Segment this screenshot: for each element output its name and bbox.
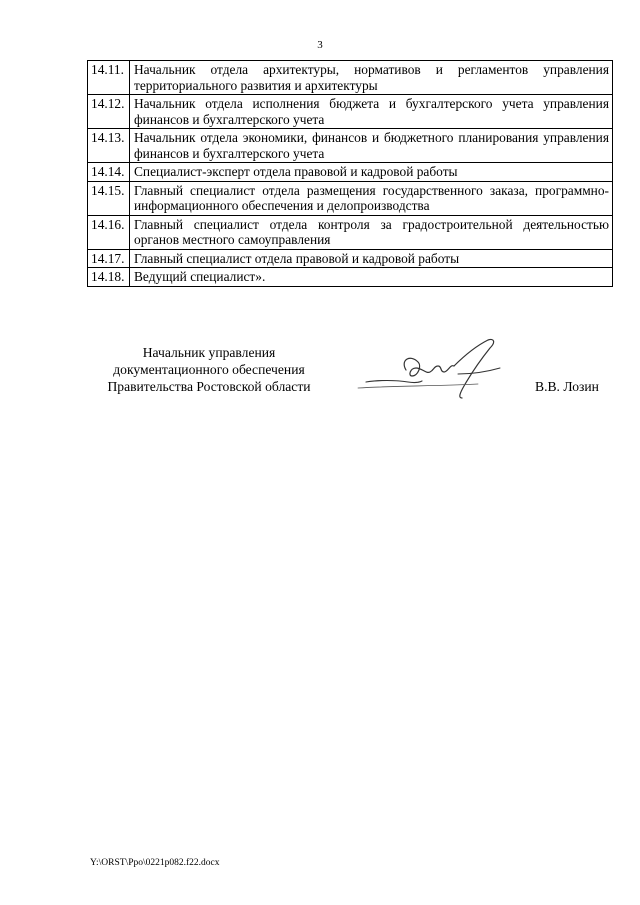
position-title: Главный специалист отдела размещения государственного заказа, программно-информационного обеспечения и делопроизводства — [130, 181, 613, 215]
row-number: 14.14. — [88, 163, 130, 182]
positions-table-container — [87, 60, 613, 287]
table-row — [88, 268, 613, 287]
signatory-name: В.В. Лозин — [535, 379, 599, 394]
table-row — [88, 163, 613, 182]
row-number: 14.11. — [88, 61, 130, 95]
row-number: 14.18. — [88, 268, 130, 287]
position-title: Специалист-эксперт отдела правовой и кадровой работы — [130, 163, 613, 182]
table-row — [88, 61, 613, 95]
row-number: 14.12. — [88, 95, 130, 129]
signatory-title-line: Начальник управления — [142, 345, 276, 360]
table-row — [88, 181, 613, 215]
position-title: Главный специалист отдела правовой и кадровой работы — [130, 249, 613, 268]
positions-table — [87, 60, 613, 287]
signatory-title-line: Правительства Ростовской области — [107, 379, 311, 394]
table-row — [88, 95, 613, 129]
position-title: Начальник отдела экономики, финансов и бюджетного планирования управления финансов и бухгалтерского учета — [130, 129, 613, 163]
row-number: 14.15. — [88, 181, 130, 215]
row-number: 14.16. — [88, 215, 130, 249]
signature-block — [0, 344, 640, 414]
table-row — [88, 249, 613, 268]
position-title: Главный специалист отдела контроля за градостроительной деятельностью органов местного самоуправления — [130, 215, 613, 249]
signatory-title-line: документационного обеспечения — [113, 362, 305, 377]
handwritten-signature-icon — [348, 336, 508, 406]
row-number: 14.17. — [88, 249, 130, 268]
table-row — [88, 129, 613, 163]
position-title: Начальник отдела исполнения бюджета и бухгалтерского учета управления финансов и бухгалтерского учета — [130, 95, 613, 129]
table-row — [88, 215, 613, 249]
file-path: Y:\ORST\Ppo\0221p082.f22.docx — [90, 858, 220, 868]
position-title: Начальник отдела архитектуры, нормативов и регламентов управления территориального развития и архитектуры — [130, 61, 613, 95]
position-title: Ведущий специалист». — [130, 268, 613, 287]
page-number: 3 — [317, 39, 323, 51]
row-number: 14.13. — [88, 129, 130, 163]
signatory-title — [90, 344, 328, 395]
